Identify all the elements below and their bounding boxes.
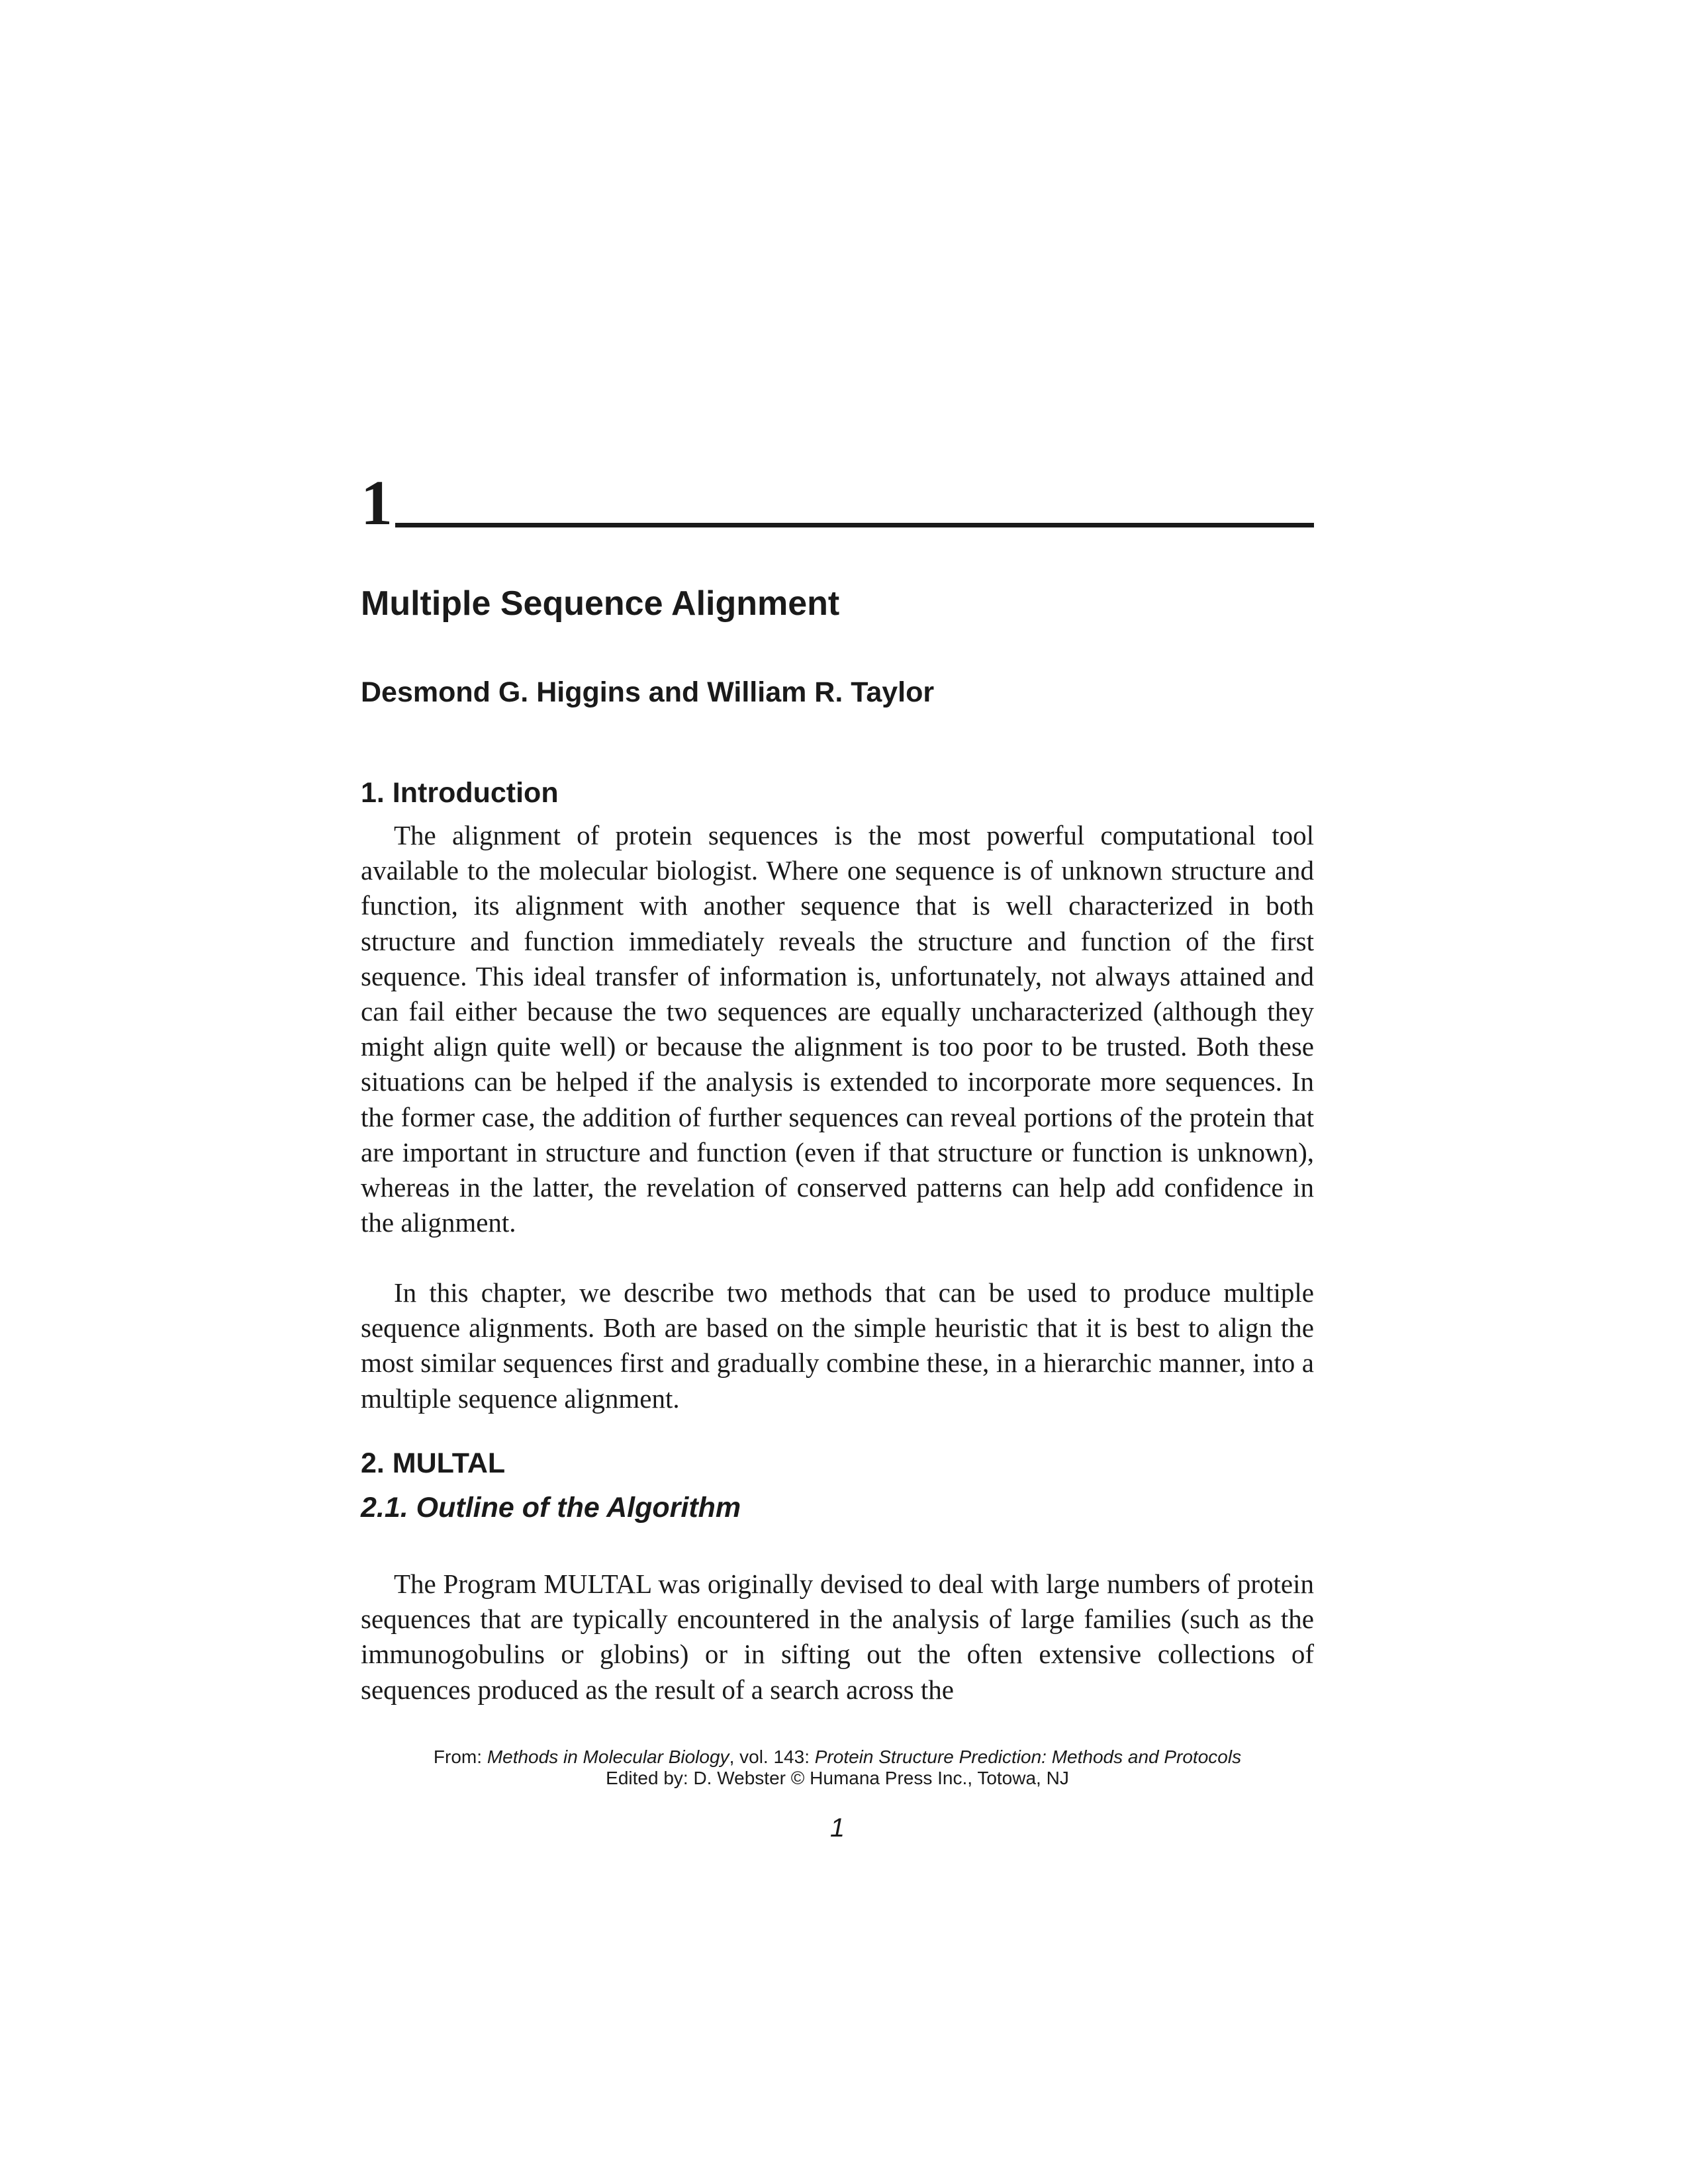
source-book-title: Protein Structure Prediction: Methods and Protocols: [814, 1747, 1242, 1767]
chapter-number: 1: [361, 467, 393, 538]
subsection-heading-outline: 2.1. Outline of the Algorithm: [361, 1492, 741, 1524]
introduction-paragraph-1: The alignment of protein sequences is the most powerful computational tool available to the molecular biologist. Where one sequence is of unknown structure and function, its alignment with another sequence that is well characterized in both structure and function immediately reveals the structure and function of the first sequence. This ideal transfer of information is, unfortunately, not always attained and can fail either because the two sequences are equally uncharacterized (although they might align quite well) or because the alignment is too poor to be trusted. Both these situations can be helped if the analysis is extended to incorporate more sequences. In the former case, the addition of further sequences can reveal portions of the protein that are important in structure and function (even if that structure or function is unknown), whereas in the latter, the revelation of conserved patterns can help add confidence in the alignment.: [361, 820, 1314, 1238]
source-citation: [361, 1746, 1314, 1768]
source-volume: , vol. 143:: [729, 1747, 815, 1767]
section-heading-multal: 2. MULTAL: [361, 1447, 506, 1479]
chapter-title: Multiple Sequence Alignment: [361, 584, 840, 623]
multal-paragraph-1: The Program MULTAL was originally devised to deal with large numbers of protein sequences that are typically encountered in the analysis of large families (such as the immunogobulins or globins) or in sifting out the often extensive collections of sequences produced as the result of a search across the: [361, 1569, 1314, 1705]
chapter-rule-divider: [395, 523, 1314, 527]
source-series: Methods in Molecular Biology: [487, 1747, 729, 1767]
book-page: [361, 0, 1314, 2184]
source-from-label: From:: [433, 1747, 487, 1767]
page-number: 1: [829, 1813, 845, 1843]
section-heading-introduction: 1. Introduction: [361, 777, 559, 809]
introduction-paragraph-2: In this chapter, we describe two methods that can be used to produce multiple sequence alignments. Both are based on the simple heuristic that it is best to align the most similar sequences first and gradually combine these, in a hierarchic manner, into a multiple sequence alignment.: [361, 1277, 1314, 1414]
chapter-header: [361, 467, 1314, 538]
authors: Desmond G. Higgins and William R. Taylor: [361, 676, 935, 708]
source-edited-by: Edited by: D. Webster © Humana Press Inc., Totowa, NJ: [606, 1768, 1069, 1788]
